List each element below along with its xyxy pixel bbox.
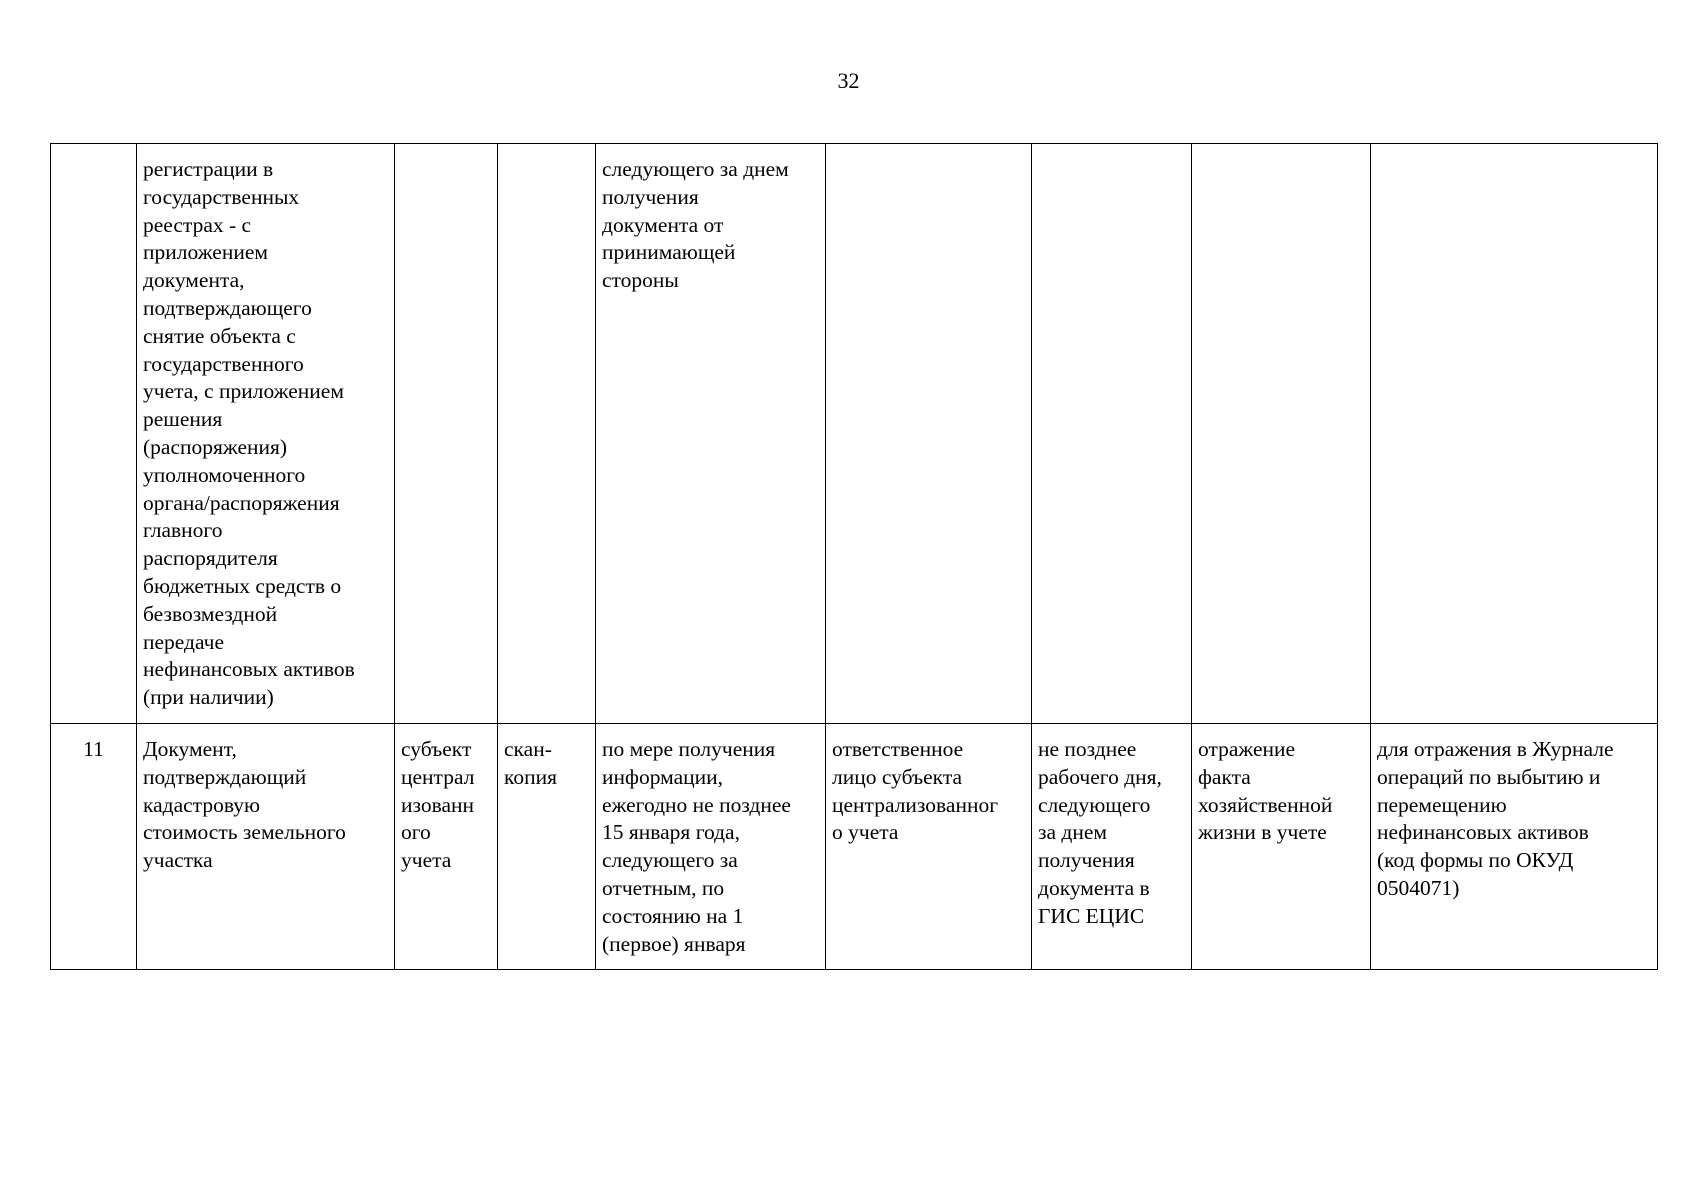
- cell-text-line: централизованног: [832, 792, 999, 817]
- cell-text-line: по мере получения: [602, 737, 776, 761]
- cell-text-line: (при наличии): [143, 685, 274, 710]
- document-table: [50, 143, 1658, 970]
- cell-submission-deadline: [596, 144, 826, 724]
- cell-document-name: [137, 724, 395, 970]
- cell-text-line: информации,: [602, 764, 724, 789]
- cell-responsible-person: [826, 724, 1032, 970]
- cell-text-line: для отражения в Журнале: [1377, 737, 1614, 761]
- cell-number: [51, 724, 137, 970]
- cell-text-line: 0504071): [1377, 875, 1460, 900]
- cell-document-form: [498, 144, 596, 724]
- cell-text-line: ГИС ЕЦИС: [1038, 903, 1145, 928]
- cell-text-line: распорядителя: [143, 546, 278, 571]
- cell-document-name: [137, 144, 395, 724]
- cell-purpose: [1192, 724, 1371, 970]
- cell-text-line: следующего за днем: [602, 157, 789, 181]
- cell-text-line: получения: [602, 184, 699, 209]
- cell-text-line: нефинансовых активов: [1377, 820, 1589, 845]
- cell-text-line: безвозмездной: [143, 601, 278, 626]
- cell-text-line: за днем: [1038, 820, 1108, 845]
- cell-text-line: изованн: [401, 792, 475, 817]
- cell-text-line: операций по выбытию и: [1377, 764, 1601, 789]
- cell-text-line: приложением: [143, 240, 268, 265]
- cell-text-line: главного: [143, 518, 223, 543]
- cell-text-line: государственного: [143, 351, 304, 376]
- cell-text-line: бюджетных средств о: [143, 573, 342, 598]
- cell-creator: [395, 144, 498, 724]
- cell-text-line: ответственное: [832, 737, 964, 761]
- cell-text-line: принимающей: [602, 240, 736, 265]
- cell-text-line: Документ,: [143, 737, 237, 761]
- cell-text-line: 11: [83, 737, 104, 761]
- cell-text-line: учета, с приложением: [143, 379, 344, 404]
- cell-register: [1371, 144, 1658, 724]
- cell-text-line: лицо субъекта: [832, 764, 963, 789]
- cell-text-line: отчетным, по: [602, 875, 725, 900]
- cell-text-line: кадастровую: [143, 792, 261, 817]
- cell-text-line: документа от: [602, 212, 724, 237]
- cell-text-line: документа в: [1038, 875, 1150, 900]
- cell-text-line: о учета: [832, 820, 899, 845]
- cell-text-line: следующего за: [602, 848, 738, 873]
- cell-text-line: (код формы по ОКУД: [1377, 848, 1574, 873]
- cell-text-line: участка: [143, 848, 213, 873]
- cell-transfer-deadline: [1032, 724, 1192, 970]
- cell-text-line: жизни в учете: [1198, 820, 1327, 845]
- cell-text-line: органа/распоряжения: [143, 490, 340, 515]
- cell-text-line: рабочего дня,: [1038, 764, 1162, 789]
- cell-text-line: (первое) января: [602, 931, 746, 956]
- cell-register: [1371, 724, 1658, 970]
- cell-text-line: централ: [401, 764, 475, 789]
- cell-number: [51, 144, 137, 724]
- cell-text-line: следующего: [1038, 792, 1151, 817]
- cell-text-line: получения: [1038, 848, 1135, 873]
- cell-text-line: уполномоченного: [143, 462, 306, 487]
- cell-text-line: 15 января года,: [602, 820, 740, 845]
- cell-text-line: скан-: [504, 737, 552, 761]
- cell-text-line: хозяйственной: [1198, 792, 1333, 817]
- cell-purpose: [1192, 144, 1371, 724]
- cell-text-line: передаче: [143, 629, 225, 654]
- cell-text-line: подтверждающего: [143, 295, 312, 320]
- cell-text-line: не позднее: [1038, 737, 1137, 761]
- cell-text-line: реестрах - с: [143, 212, 252, 237]
- cell-text-line: стороны: [602, 268, 679, 293]
- cell-text-line: снятие объекта с: [143, 323, 296, 348]
- cell-responsible-person: [826, 144, 1032, 724]
- cell-text-line: субъект: [401, 737, 472, 761]
- cell-text-line: отражение: [1198, 737, 1296, 761]
- cell-text-line: факта: [1198, 764, 1251, 789]
- cell-creator: [395, 724, 498, 970]
- cell-text-line: перемещению: [1377, 792, 1507, 817]
- cell-text-line: подтверждающий: [143, 764, 307, 789]
- cell-text-line: государственных: [143, 184, 300, 209]
- table-row-11: [51, 724, 1658, 970]
- cell-transfer-deadline: [1032, 144, 1192, 724]
- table-row-continuation: [51, 144, 1658, 724]
- cell-text-line: решения: [143, 407, 223, 432]
- cell-text-line: копия: [504, 764, 558, 789]
- cell-text-line: учета: [401, 848, 452, 873]
- cell-text-line: регистрации в: [143, 157, 274, 181]
- cell-text-line: стоимость земельного: [143, 820, 346, 845]
- cell-text-line: ежегодно не позднее: [602, 792, 791, 817]
- cell-document-form: [498, 724, 596, 970]
- cell-text-line: (распоряжения): [143, 434, 288, 459]
- cell-text-line: состоянию на 1: [602, 903, 744, 928]
- cell-text-line: ого: [401, 820, 431, 845]
- page-number: 32: [837, 68, 860, 93]
- cell-text-line: нефинансовых активов: [143, 657, 355, 682]
- cell-text-line: документа,: [143, 268, 245, 293]
- cell-submission-deadline: [596, 724, 826, 970]
